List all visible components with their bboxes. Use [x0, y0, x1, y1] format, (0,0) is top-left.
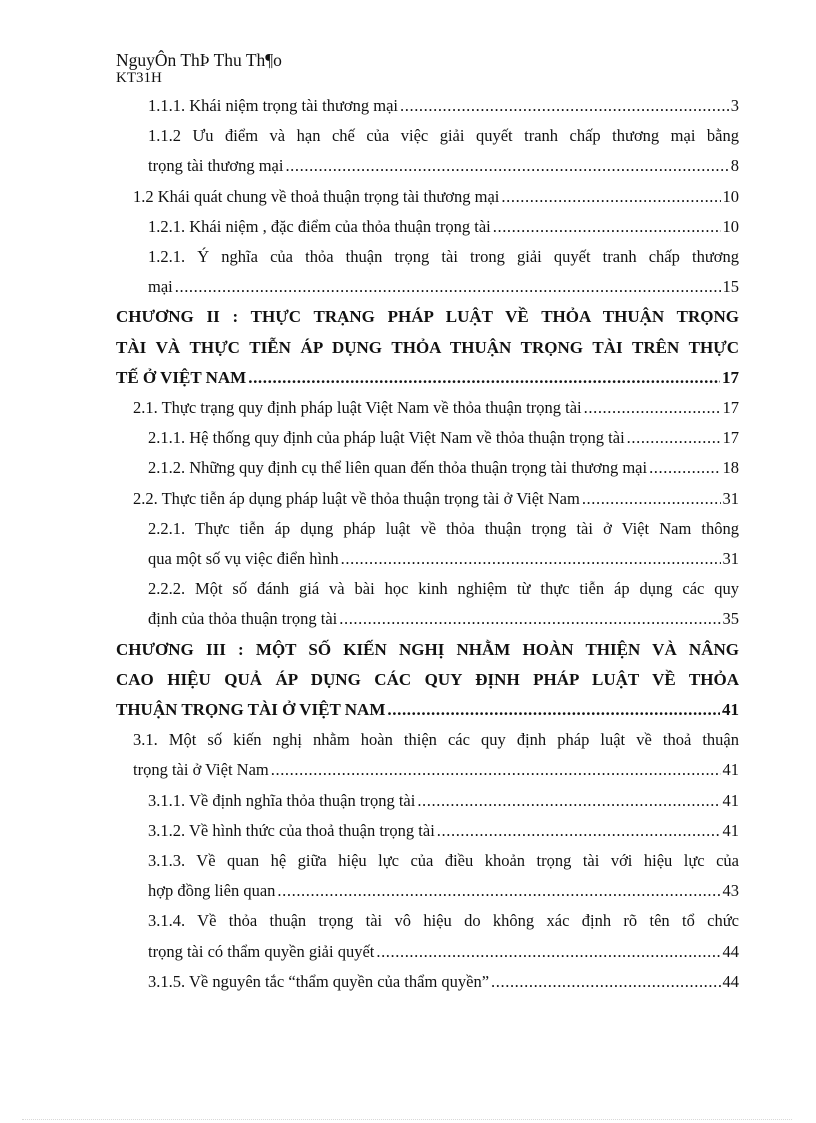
toc-entry-text: 3.1.3. Về quan hệ giữa hiệu lực của điều khoản trọng tài với hiệu lực của: [148, 851, 739, 871]
toc-entry[interactable]: [148, 91, 739, 121]
toc-entry-text: định của thỏa thuận trọng tài: [148, 609, 338, 629]
dot-leader: [339, 604, 720, 634]
toc-entry-text: 1.1.2 Ưu điểm và hạn chế của việc giải quyết tranh chấp thương mại bằng: [148, 126, 739, 146]
dot-leader: [649, 453, 720, 483]
dot-leader: [400, 91, 729, 121]
toc-entry-text: 1.2 Khái quát chung về thoả thuận trọng tài thương mại: [133, 186, 500, 206]
toc-page-number: 31: [722, 488, 739, 508]
toc-entry-text: CHƯƠNG III : MỘT SỐ KIẾN NGHỊ NHẰM HOÀN THIỆN VÀ NÂNG: [116, 639, 739, 659]
toc-entry[interactable]: [148, 786, 739, 816]
toc-entry-text: 2.2.2. Một số đánh giá và bài học kinh nghiệm từ thực tiễn áp dụng các quy: [148, 579, 739, 599]
dot-leader: [248, 363, 720, 393]
dot-leader: [501, 182, 720, 212]
toc-entry-text: CHƯƠNG II : THỰC TRẠNG PHÁP LUẬT VỀ THỎA THUẬN TRỌNG: [116, 307, 739, 327]
toc-entry[interactable]: [148, 906, 739, 966]
dot-leader: [387, 695, 720, 725]
dot-leader: [584, 393, 721, 423]
toc-page-number: 41: [722, 700, 739, 720]
page-bottom-divider: [22, 1119, 792, 1120]
toc-page-number: 41: [722, 820, 739, 840]
toc-entry[interactable]: [148, 967, 739, 997]
toc-page-number: 35: [722, 609, 739, 629]
toc-page-number: 44: [722, 941, 739, 961]
page-header: [116, 50, 282, 86]
toc-entry[interactable]: [133, 393, 739, 423]
toc-page-number: 41: [722, 760, 739, 780]
toc-entry-text: 2.1. Thực trạng quy định pháp luật Việt Nam về thỏa thuận trọng tài: [133, 398, 582, 418]
dot-leader: [285, 151, 728, 181]
dot-leader: [271, 755, 721, 785]
toc-page-number: 17: [722, 398, 739, 418]
dot-leader: [277, 876, 720, 906]
toc-page-number: 44: [722, 971, 739, 991]
toc-entry-text: qua một số vụ việc điển hình: [148, 549, 339, 569]
toc-entry-text: 2.2.1. Thực tiễn áp dụng pháp luật về thỏa thuận trọng tài ở Việt Nam thông: [148, 518, 739, 538]
dot-leader: [341, 544, 721, 574]
dot-leader: [376, 937, 720, 967]
toc-page-number: 10: [722, 216, 739, 236]
toc-entry[interactable]: [133, 725, 739, 785]
toc-page-number: 15: [722, 277, 739, 297]
toc-entry-text: TẾ Ở VIỆT NAM: [116, 367, 247, 387]
toc-entry[interactable]: [148, 453, 739, 483]
toc-entry-text: trọng tài ở Việt Nam: [133, 760, 269, 780]
toc-entry-text: 2.1.2. Những quy định cụ thể liên quan đến thỏa thuận trọng tài thương mại: [148, 458, 648, 478]
toc-entry-text: trọng tài thương mại: [148, 156, 284, 176]
toc-entry[interactable]: [148, 242, 739, 302]
toc-entry[interactable]: [148, 423, 739, 453]
dot-leader: [627, 423, 721, 453]
toc-entry[interactable]: [133, 182, 739, 212]
toc-entry-text: mại: [148, 277, 173, 297]
toc-page-number: 17: [722, 367, 739, 387]
author-name: NguyÔn ThÞ Thu Th¶o: [116, 50, 282, 70]
toc-page-number: 3: [730, 96, 739, 115]
toc-entry-text: 2.2. Thực tiễn áp dụng pháp luật về thỏa thuận trọng tài ở Việt Nam: [133, 488, 580, 508]
toc-entry-text: 3.1. Một số kiến nghị nhằm hoàn thiện các quy định pháp luật về thoả thuận: [133, 730, 739, 750]
toc-page-number: 17: [722, 428, 739, 448]
toc-entry-text: 3.1.5. Về nguyên tắc “thẩm quyền của thẩm quyền”: [148, 971, 490, 991]
toc-page-number: 10: [722, 186, 739, 206]
dot-leader: [437, 816, 721, 846]
toc-entry-text: THUẬN TRỌNG TÀI Ở VIỆT NAM: [116, 700, 386, 720]
toc-page-number: 41: [722, 790, 739, 810]
toc-page-number: 8: [730, 156, 739, 176]
dot-leader: [493, 212, 721, 242]
toc-entry[interactable]: [133, 484, 739, 514]
toc-entry[interactable]: [148, 212, 739, 242]
dot-leader: [175, 272, 721, 302]
toc-entry-text: hợp đồng liên quan: [148, 881, 276, 901]
toc-entry[interactable]: [116, 635, 739, 726]
toc-entry[interactable]: [148, 121, 739, 181]
toc-entry-text: trọng tài có thẩm quyền giải quyết: [148, 941, 375, 961]
toc-entry-text: 1.2.1. Khái niệm , đặc điểm của thỏa thuận trọng tài: [148, 216, 491, 236]
dot-leader: [491, 967, 720, 997]
toc-entry-text: TÀI VÀ THỰC TIỄN ÁP DỤNG THỎA THUẬN TRỌNG TÀI TRÊN THỰC: [116, 337, 739, 357]
toc-entry-text: 1.2.1. Ý nghĩa của thỏa thuận trọng tài trong giải quyết tranh chấp thương: [148, 247, 739, 267]
class-code: KT31H: [116, 70, 162, 86]
table-of-contents: [0, 91, 816, 997]
toc-entry[interactable]: [148, 574, 739, 634]
toc-entry[interactable]: [148, 514, 739, 574]
toc-entry-text: 3.1.4. Về thỏa thuận trọng tài vô hiệu do không xác định rõ tên tổ chức: [148, 911, 739, 931]
toc-page-number: 18: [722, 458, 739, 478]
dot-leader: [582, 484, 721, 514]
toc-entry[interactable]: [148, 816, 739, 846]
toc-entry-text: 1.1.1. Khái niệm trọng tài thương mại: [148, 96, 399, 115]
toc-entry-text: CAO HIỆU QUẢ ÁP DỤNG CÁC QUY ĐỊNH PHÁP LUẬT VỀ THỎA: [116, 669, 739, 689]
toc-entry-text: 3.1.1. Về định nghĩa thỏa thuận trọng tài: [148, 790, 416, 810]
toc-page-number: 43: [722, 881, 739, 901]
dot-leader: [417, 786, 720, 816]
toc-entry-text: 3.1.2. Về hình thức của thoả thuận trọng tài: [148, 820, 435, 840]
toc-entry[interactable]: [116, 302, 739, 393]
toc-page-number: 31: [722, 549, 739, 569]
toc-entry[interactable]: [148, 846, 739, 906]
toc-entry-text: 2.1.1. Hệ thống quy định của pháp luật Việt Nam về thỏa thuận trọng tài: [148, 428, 625, 448]
